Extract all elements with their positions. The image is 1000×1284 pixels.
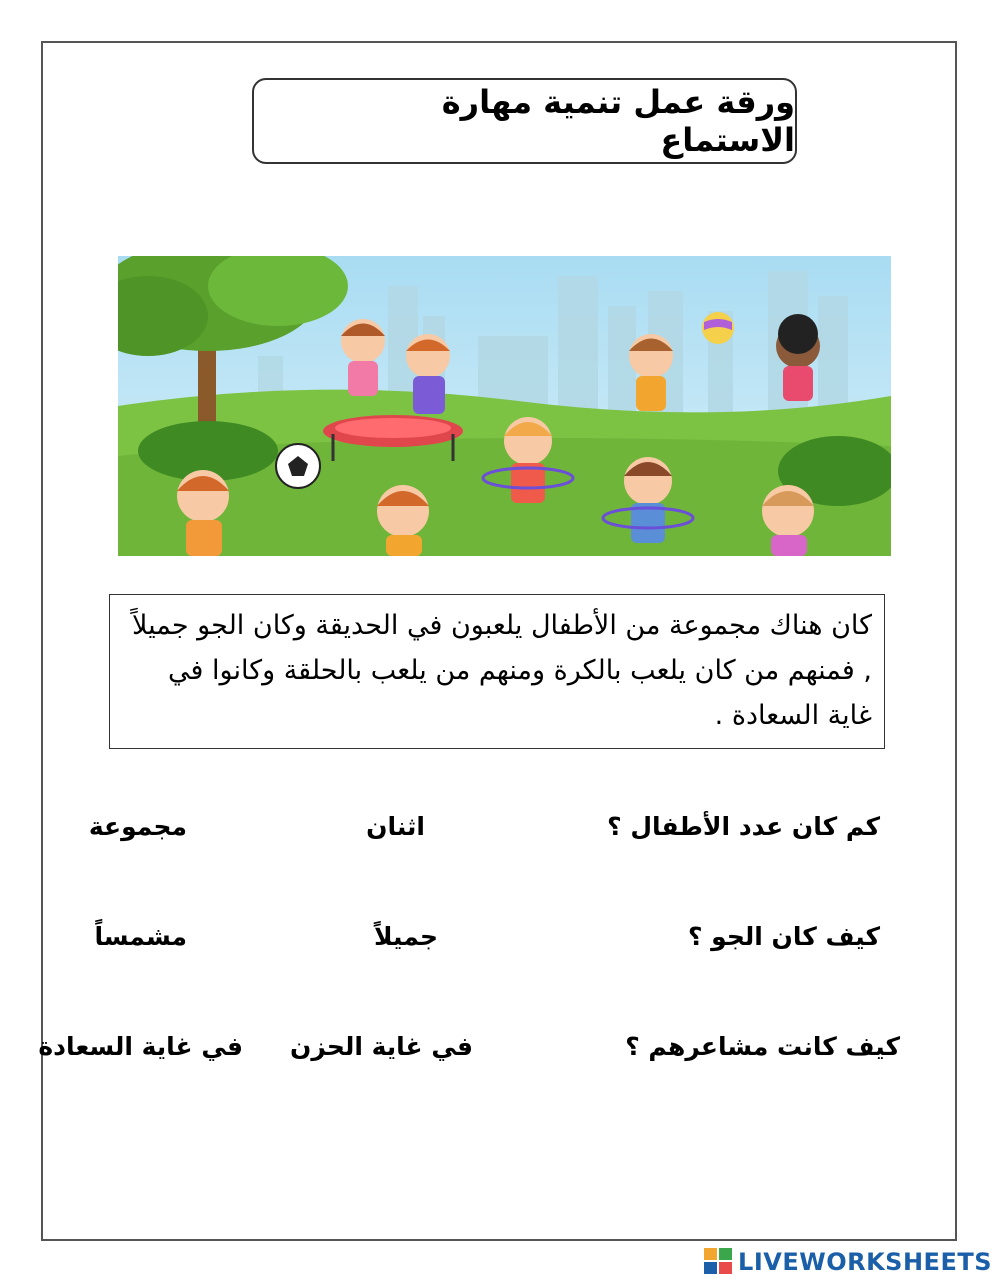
question-text: كيف كانت مشاعرهم ؟ — [625, 1032, 900, 1061]
title-box — [252, 78, 797, 164]
footer-brand[interactable] — [704, 1248, 992, 1276]
story-box — [109, 594, 885, 749]
liveworksheets-logo-icon — [704, 1248, 734, 1276]
question-row — [0, 812, 1000, 852]
story-text: كان هناك مجموعة من الأطفال يلعبون في الحديقة وكان الجو جميلاً , فمنهم من كان يلعب بالكرة ومنهم من يلعب بالحلقة وكانوا في غاية السعادة . — [132, 610, 872, 731]
option-left[interactable]: مشمساً — [94, 922, 187, 951]
footer-brand-text: LIVEWORKSHEETS — [738, 1248, 992, 1276]
option-mid[interactable]: اثنان — [366, 812, 425, 841]
option-mid[interactable]: جميلاً — [374, 922, 438, 951]
question-row — [0, 922, 1000, 962]
question-row — [0, 1032, 1000, 1072]
question-text: كيف كان الجو ؟ — [687, 922, 880, 951]
option-left[interactable]: مجموعة — [88, 812, 187, 841]
option-left[interactable]: في غاية السعادة — [38, 1032, 243, 1061]
park-illustration — [118, 256, 891, 556]
worksheet-title: ورقة عمل تنمية مهارة الاستماع — [441, 83, 795, 159]
option-mid[interactable]: في غاية الحزن — [290, 1032, 473, 1061]
question-text: كم كان عدد الأطفال ؟ — [607, 812, 880, 841]
